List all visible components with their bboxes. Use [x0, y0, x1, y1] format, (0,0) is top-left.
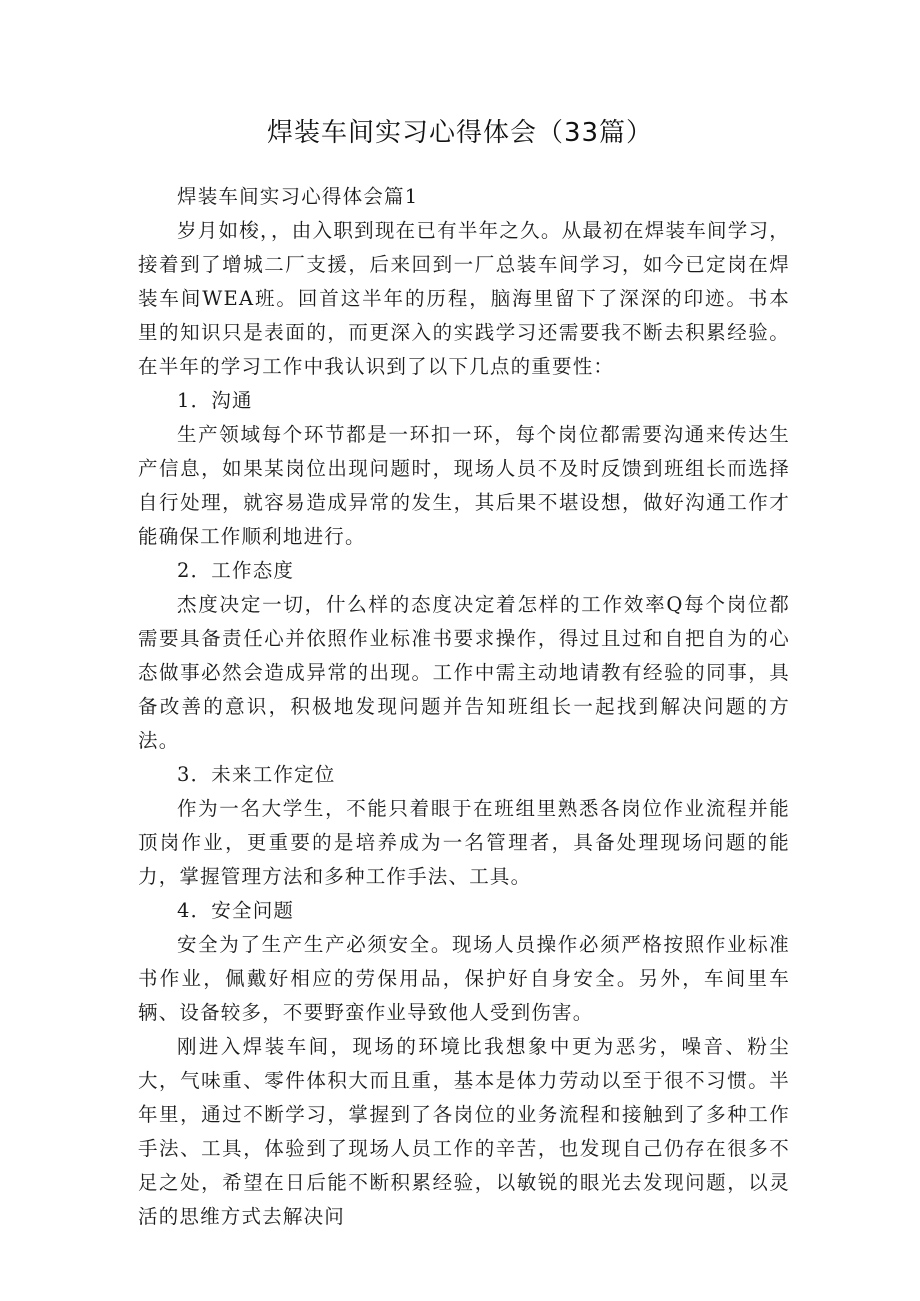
- section-heading-work-attitude: 2．工作态度: [177, 559, 295, 582]
- paragraph: 杰度决定一切，什么样的态度决定着怎样的工作效率Q每个岗位都需要具备责任心并依照作业标准书要求操作，得过且过和自把自为的心态做事必然会造成异常的出现。工作中需主动地请教有经验的同事，具备改善的意识，积极地发现问题并告知班组长一起找到解决问题的方法。: [138, 593, 790, 752]
- document-body: [138, 180, 790, 1234]
- section-heading-future-position: 3．未来工作定位: [177, 763, 336, 786]
- section-heading-safety: 4．安全问题: [177, 899, 295, 922]
- article-heading: 焊装车间实习心得体会篇1: [177, 185, 419, 208]
- paragraph: 作为一名大学生，不能只着眼于在班组里熟悉各岗位作业流程并能顶岗作业，更重要的是培养成为一名管理者，具备处理现场问题的能力，掌握管理方法和多种工作手法、工具。: [138, 797, 790, 888]
- section-heading-communication: 1．沟通: [177, 389, 253, 412]
- paragraph: 刚进入焊装车间，现场的环境比我想象中更为恶劣，噪音、粉尘大，气味重、零件体积大而且重，基本是体力劳动以至于很不习惯。半年里，通过不断学习，掌握到了各岗位的业务流程和接触到了多种工作手法、工具，体验到了现场人员工作的辛苦，也发现自己仍存在很多不足之处，希望在日后能不断积累经验，以敏锐的眼光去发现问题，以灵活的思维方式去解决问: [138, 1035, 790, 1228]
- document-title: 焊装车间实习心得体会（33篇）: [266, 118, 654, 148]
- paragraph: 生产领域每个环节都是一环扣一环，每个岗位都需要沟通来传达生产信息，如果某岗位出现问题时，现场人员不及时反馈到班组长而选择自行处理，就容易造成异常的发生，其后果不堪设想，做好沟通工作才能确保工作顺利地进行。: [138, 423, 790, 548]
- paragraph: 岁月如梭，，由入职到现在已有半年之久。从最初在焊装车间学习，接着到了增城二厂支援，后来回到一厂总装车间学习，如今已定岗在焊装车间WEA班。回首这半年的历程，脑海里留下了深深的印迹。书本里的知识只是表面的，而更深入的实践学习还需要我不断去积累经验。在半年的学习工作中我认识到了以下几点的重要性：: [138, 219, 790, 378]
- paragraph: 安全为了生产生产必须安全。现场人员操作必须严格按照作业标准书作业，佩戴好相应的劳保用品，保护好自身安全。另外，车间里车辆、设备较多，不要野蛮作业导致他人受到伤害。: [138, 933, 790, 1024]
